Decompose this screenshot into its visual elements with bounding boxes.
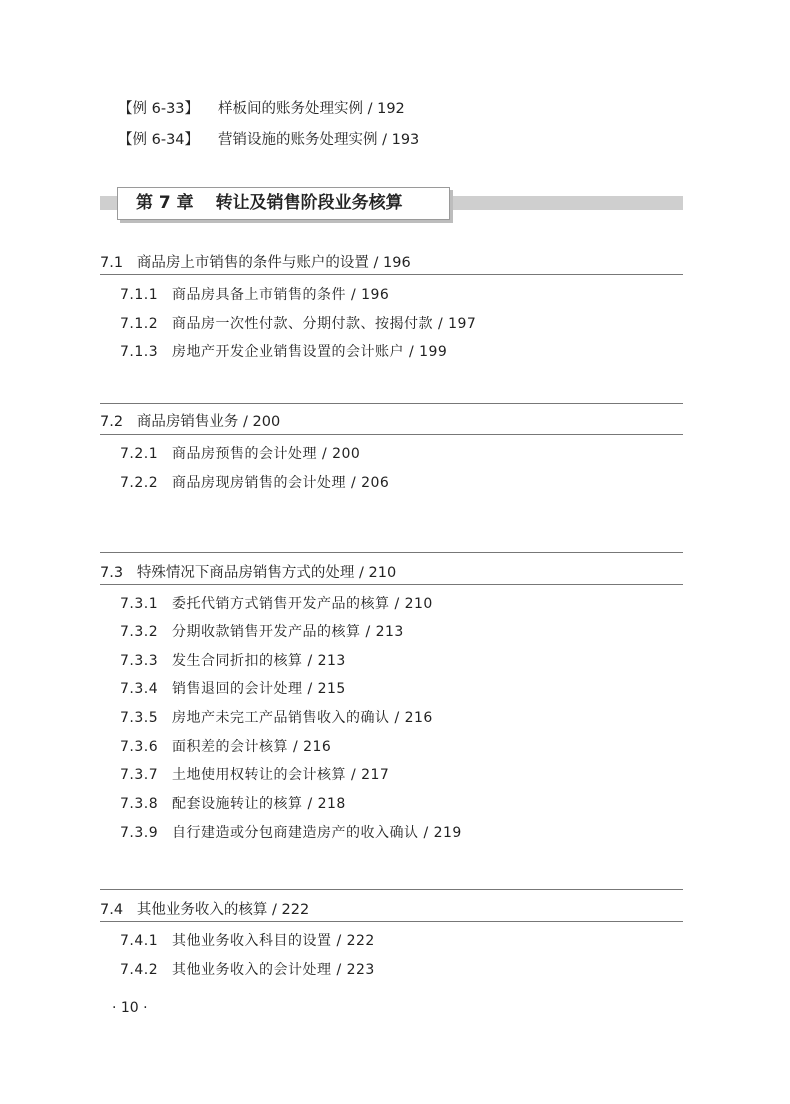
subsection-title: 商品房一次性付款、分期付款、按揭付款 / 197 bbox=[172, 316, 477, 332]
section-rule bbox=[100, 552, 683, 553]
subsection-number: 7.3.5 bbox=[120, 710, 159, 726]
subsection-title: 委托代销方式销售开发产品的核算 / 210 bbox=[172, 596, 433, 612]
section-rule bbox=[100, 434, 683, 435]
subsection-entry bbox=[120, 443, 360, 463]
subsection-number: 7.1.2 bbox=[120, 316, 159, 332]
subsection-entry bbox=[120, 621, 404, 641]
section-rule bbox=[100, 403, 683, 404]
subsection-title: 其他业务收入的会计处理 / 223 bbox=[172, 962, 375, 978]
subsection-number: 7.1.3 bbox=[120, 344, 159, 360]
subsection-number: 7.3.2 bbox=[120, 624, 159, 640]
example-entry bbox=[118, 97, 405, 118]
subsection-number: 7.3.1 bbox=[120, 596, 159, 612]
section-number: 7.1 bbox=[100, 255, 124, 271]
example-label: 【例 6-34】 bbox=[118, 132, 200, 148]
section-rule bbox=[100, 274, 683, 275]
subsection-entry bbox=[120, 707, 433, 727]
subsection-title: 销售退回的会计处理 / 215 bbox=[172, 681, 346, 697]
subsection-entry bbox=[120, 764, 389, 784]
subsection-entry bbox=[120, 284, 389, 304]
subsection-entry bbox=[120, 650, 346, 670]
section-entry bbox=[100, 251, 411, 272]
section-title: 其他业务收入的核算 / 222 bbox=[136, 902, 310, 918]
subsection-number: 7.3.4 bbox=[120, 681, 159, 697]
section-title: 特殊情况下商品房销售方式的处理 / 210 bbox=[136, 565, 397, 581]
subsection-entry bbox=[120, 593, 433, 613]
subsection-entry bbox=[120, 736, 331, 756]
section-number: 7.2 bbox=[100, 414, 124, 430]
section-rule bbox=[100, 889, 683, 890]
subsection-entry bbox=[120, 341, 447, 361]
subsection-title: 商品房现房销售的会计处理 / 206 bbox=[172, 475, 390, 491]
subsection-number: 7.4.1 bbox=[120, 933, 159, 949]
chapter-heading bbox=[117, 187, 450, 220]
subsection-title: 商品房具备上市销售的条件 / 196 bbox=[172, 287, 390, 303]
subsection-number: 7.2.1 bbox=[120, 446, 159, 462]
subsection-entry bbox=[120, 822, 462, 842]
page-number: · 10 · bbox=[112, 1000, 148, 1016]
subsection-title: 分期收款销售开发产品的核算 / 213 bbox=[172, 624, 404, 640]
subsection-entry bbox=[120, 930, 375, 950]
subsection-entry bbox=[120, 313, 476, 333]
example-title: 营销设施的账务处理实例 / 193 bbox=[218, 132, 420, 148]
subsection-number: 7.4.2 bbox=[120, 962, 159, 978]
example-title: 样板间的账务处理实例 / 192 bbox=[218, 101, 405, 117]
section-rule bbox=[100, 584, 683, 585]
subsection-number: 7.3.3 bbox=[120, 653, 159, 669]
section-title: 商品房销售业务 / 200 bbox=[136, 414, 281, 430]
subsection-number: 7.3.7 bbox=[120, 767, 159, 783]
subsection-number: 7.2.2 bbox=[120, 475, 159, 491]
subsection-title: 配套设施转让的核算 / 218 bbox=[172, 796, 346, 812]
subsection-title: 自行建造或分包商建造房产的收入确认 / 219 bbox=[172, 825, 462, 841]
subsection-number: 7.1.1 bbox=[120, 287, 159, 303]
chapter-number: 第 7 章 bbox=[136, 193, 194, 213]
section-entry bbox=[100, 898, 309, 919]
subsection-title: 房地产开发企业销售设置的会计账户 / 199 bbox=[172, 344, 448, 360]
section-title: 商品房上市销售的条件与账户的设置 / 196 bbox=[136, 255, 411, 271]
subsection-title: 发生合同折扣的核算 / 213 bbox=[172, 653, 346, 669]
section-number: 7.4 bbox=[100, 902, 124, 918]
example-label: 【例 6-33】 bbox=[118, 101, 200, 117]
subsection-number: 7.3.8 bbox=[120, 796, 159, 812]
example-entry bbox=[118, 128, 419, 149]
subsection-title: 土地使用权转让的会计核算 / 217 bbox=[172, 767, 390, 783]
section-rule bbox=[100, 921, 683, 922]
subsection-number: 7.3.9 bbox=[120, 825, 159, 841]
subsection-title: 面积差的会计核算 / 216 bbox=[172, 739, 332, 755]
subsection-title: 商品房预售的会计处理 / 200 bbox=[172, 446, 361, 462]
subsection-number: 7.3.6 bbox=[120, 739, 159, 755]
subsection-title: 房地产未完工产品销售收入的确认 / 216 bbox=[172, 710, 433, 726]
subsection-entry bbox=[120, 678, 346, 698]
section-number: 7.3 bbox=[100, 565, 124, 581]
subsection-entry bbox=[120, 472, 389, 492]
section-entry bbox=[100, 561, 396, 582]
subsection-entry bbox=[120, 793, 346, 813]
section-entry bbox=[100, 410, 280, 431]
subsection-title: 其他业务收入科目的设置 / 222 bbox=[172, 933, 375, 949]
chapter-title: 转让及销售阶段业务核算 bbox=[215, 193, 403, 213]
subsection-entry bbox=[120, 959, 375, 979]
